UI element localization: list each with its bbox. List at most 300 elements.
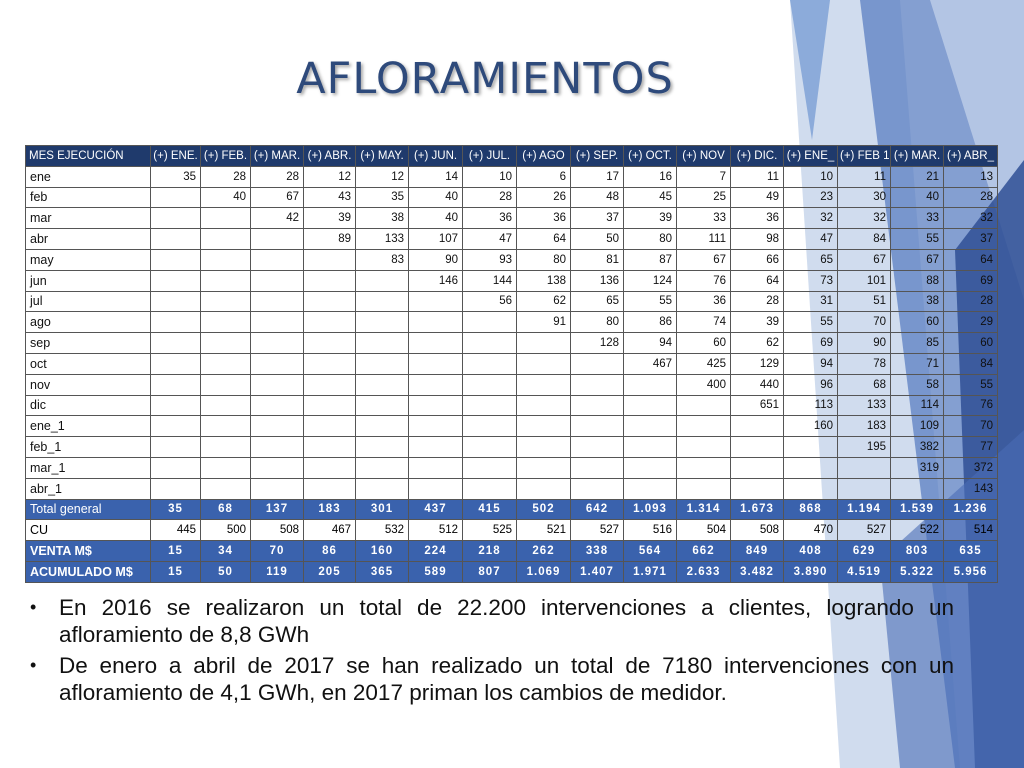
table-cell [251, 395, 304, 416]
table-cell [571, 437, 624, 458]
table-cell [838, 478, 891, 499]
table-cell: 10 [784, 166, 838, 187]
table-cell [304, 312, 356, 333]
table-cell [409, 478, 463, 499]
table-cell: 28 [251, 166, 304, 187]
table-cell [463, 416, 517, 437]
table-cell: 1.194 [838, 499, 891, 520]
table-cell [624, 416, 677, 437]
row-label: ago [26, 312, 151, 333]
table-cell [251, 416, 304, 437]
table-cell: 382 [891, 437, 944, 458]
table-cell: 65 [571, 291, 624, 312]
row-label: ene [26, 166, 151, 187]
table-cell: 365 [356, 561, 409, 582]
table-cell [251, 270, 304, 291]
table-cell: 68 [201, 499, 251, 520]
table-cell: 48 [571, 187, 624, 208]
table-cell [571, 457, 624, 478]
table-cell [356, 457, 409, 478]
row-label: ene_1 [26, 416, 151, 437]
table-cell [517, 395, 571, 416]
table-cell: 437 [409, 499, 463, 520]
table-cell: 40 [409, 208, 463, 229]
table-cell [304, 270, 356, 291]
table-cell: 160 [784, 416, 838, 437]
table-cell [838, 457, 891, 478]
table-cell: 87 [624, 249, 677, 270]
table-cell: 28 [944, 291, 998, 312]
table-cell: 40 [201, 187, 251, 208]
table-cell: 33 [677, 208, 731, 229]
table-cell: 30 [838, 187, 891, 208]
table-cell: 69 [944, 270, 998, 291]
table-cell: 28 [944, 187, 998, 208]
table-cell: 205 [304, 561, 356, 582]
table-row [26, 312, 998, 333]
table-cell: 34 [201, 541, 251, 562]
table-cell: 66 [731, 249, 784, 270]
table-cell: 338 [571, 541, 624, 562]
table-cell: 25 [677, 187, 731, 208]
table-cell: 1.069 [517, 561, 571, 582]
table-cell: 12 [304, 166, 356, 187]
table-cell: 45 [624, 187, 677, 208]
table-cell [151, 333, 201, 354]
table-cell: 508 [731, 520, 784, 541]
table-cell: 319 [891, 457, 944, 478]
table-cell: 224 [409, 541, 463, 562]
table-cell: 512 [409, 520, 463, 541]
table-cell [409, 312, 463, 333]
table-cell: 12 [356, 166, 409, 187]
table-cell: 55 [944, 374, 998, 395]
table-cell: 38 [356, 208, 409, 229]
acumulado-row [26, 561, 998, 582]
table-cell: 84 [838, 229, 891, 250]
table-cell [151, 208, 201, 229]
table-cell [463, 437, 517, 458]
table-cell [677, 416, 731, 437]
table-cell: 114 [891, 395, 944, 416]
row-label: feb_1 [26, 437, 151, 458]
table-cell: 68 [838, 374, 891, 395]
table-cell [151, 270, 201, 291]
table-cell: 662 [677, 541, 731, 562]
table-row [26, 249, 998, 270]
table-cell [463, 457, 517, 478]
table-cell [201, 374, 251, 395]
table-cell: 138 [517, 270, 571, 291]
table-cell: 51 [838, 291, 891, 312]
table-cell: 440 [731, 374, 784, 395]
table-row [26, 437, 998, 458]
table-cell [463, 395, 517, 416]
table-cell: 29 [944, 312, 998, 333]
table-cell: 136 [571, 270, 624, 291]
table-cell: 64 [944, 249, 998, 270]
table-cell: 36 [677, 291, 731, 312]
header-cell: (+) JUL. [463, 146, 517, 167]
table-cell: 28 [201, 166, 251, 187]
table-cell: 146 [409, 270, 463, 291]
table-cell [251, 249, 304, 270]
table-cell: 2.633 [677, 561, 731, 582]
table-cell: 38 [891, 291, 944, 312]
bullet-text: En 2016 se realizaron un total de 22.200 intervenciones a clientes, logrando un afloramiento de 8,8 GWh [59, 595, 954, 647]
table-cell: 28 [463, 187, 517, 208]
table-cell: 39 [304, 208, 356, 229]
header-cell: (+) MAR. [891, 146, 944, 167]
table-cell: 36 [463, 208, 517, 229]
table-cell [151, 478, 201, 499]
table-cell [304, 395, 356, 416]
table-cell [304, 457, 356, 478]
table-cell: 96 [784, 374, 838, 395]
table-cell: 73 [784, 270, 838, 291]
table-cell: 40 [409, 187, 463, 208]
afloramientos-table [25, 145, 998, 583]
table-cell: 70 [944, 416, 998, 437]
table-cell [517, 457, 571, 478]
table-cell: 532 [356, 520, 409, 541]
table-cell: 49 [731, 187, 784, 208]
table-cell [356, 416, 409, 437]
table-cell: 31 [784, 291, 838, 312]
table-row [26, 416, 998, 437]
table-cell: 7 [677, 166, 731, 187]
table-cell [784, 437, 838, 458]
table-cell: 119 [251, 561, 304, 582]
table-cell [624, 478, 677, 499]
table-cell: 3.482 [731, 561, 784, 582]
table-cell: 400 [677, 374, 731, 395]
row-label: may [26, 249, 151, 270]
table-cell: 91 [517, 312, 571, 333]
table-cell [201, 229, 251, 250]
table-cell [571, 395, 624, 416]
table-cell: 32 [784, 208, 838, 229]
table-cell [731, 416, 784, 437]
table-cell: 47 [463, 229, 517, 250]
table-cell: 58 [891, 374, 944, 395]
table-cell: 183 [304, 499, 356, 520]
table-cell [517, 437, 571, 458]
slide-title: AFLORAMIENTOS [296, 54, 674, 104]
table-cell: 425 [677, 353, 731, 374]
row-label: abr_1 [26, 478, 151, 499]
table-row [26, 291, 998, 312]
total-general-row [26, 499, 998, 520]
table-cell: 35 [151, 499, 201, 520]
table-cell [151, 353, 201, 374]
table-cell: 90 [409, 249, 463, 270]
table-row [26, 333, 998, 354]
header-cell: (+) DIC. [731, 146, 784, 167]
table-row [26, 208, 998, 229]
table-cell [571, 416, 624, 437]
table-cell: 50 [571, 229, 624, 250]
table-row [26, 353, 998, 374]
table-cell [201, 437, 251, 458]
table-cell [151, 395, 201, 416]
table-body [26, 146, 998, 583]
table-cell: 62 [517, 291, 571, 312]
table-cell: 467 [304, 520, 356, 541]
table-cell: 37 [944, 229, 998, 250]
table-header-row [26, 146, 998, 167]
bullet-item [30, 652, 954, 706]
table-cell [624, 437, 677, 458]
table-cell [251, 291, 304, 312]
table-row [26, 374, 998, 395]
table-cell [409, 374, 463, 395]
table-cell: 504 [677, 520, 731, 541]
table-cell: 6 [517, 166, 571, 187]
table-cell: 67 [677, 249, 731, 270]
table-cell [304, 333, 356, 354]
table-cell: 109 [891, 416, 944, 437]
table-row [26, 166, 998, 187]
table-cell [151, 312, 201, 333]
table-cell: 508 [251, 520, 304, 541]
table-cell: 42 [251, 208, 304, 229]
table-cell: 651 [731, 395, 784, 416]
table-cell: 37 [571, 208, 624, 229]
table-cell [517, 478, 571, 499]
table-cell: 527 [838, 520, 891, 541]
table-cell: 415 [463, 499, 517, 520]
table-cell [571, 374, 624, 395]
table-cell [251, 437, 304, 458]
table-cell: 17 [571, 166, 624, 187]
table-cell [409, 416, 463, 437]
table-cell: 83 [356, 249, 409, 270]
table-cell [624, 457, 677, 478]
table-cell: 137 [251, 499, 304, 520]
table-cell [409, 333, 463, 354]
row-label: VENTA M$ [26, 541, 151, 562]
table-cell: 60 [891, 312, 944, 333]
bullet-item [30, 594, 954, 648]
table-row [26, 478, 998, 499]
table-cell: 85 [891, 333, 944, 354]
table-cell [784, 478, 838, 499]
header-cell: (+) AGO [517, 146, 571, 167]
header-cell: (+) SEP. [571, 146, 624, 167]
table-cell: 803 [891, 541, 944, 562]
table-cell: 128 [571, 333, 624, 354]
row-label: ACUMULADO M$ [26, 561, 151, 582]
table-cell: 55 [784, 312, 838, 333]
table-cell [677, 457, 731, 478]
table-cell [251, 229, 304, 250]
table-cell: 64 [731, 270, 784, 291]
table-cell: 372 [944, 457, 998, 478]
table-cell: 55 [624, 291, 677, 312]
table-cell: 113 [784, 395, 838, 416]
table-cell: 143 [944, 478, 998, 499]
table-cell: 26 [517, 187, 571, 208]
header-cell: (+) ABR. [304, 146, 356, 167]
table-cell [463, 312, 517, 333]
table-cell: 14 [409, 166, 463, 187]
table-cell: 74 [677, 312, 731, 333]
table-cell [356, 312, 409, 333]
table-cell: 36 [517, 208, 571, 229]
table-cell [731, 478, 784, 499]
row-label: CU [26, 520, 151, 541]
table-cell: 1.236 [944, 499, 998, 520]
table-cell [201, 353, 251, 374]
row-label: feb [26, 187, 151, 208]
table-cell [201, 333, 251, 354]
table-cell [201, 457, 251, 478]
table-cell: 86 [624, 312, 677, 333]
header-cell-mes: MES EJECUCIÓN [26, 146, 151, 167]
table-cell [463, 374, 517, 395]
table-cell [731, 457, 784, 478]
table-cell: 1.539 [891, 499, 944, 520]
table-cell: 195 [838, 437, 891, 458]
table-cell: 218 [463, 541, 517, 562]
table-cell: 11 [838, 166, 891, 187]
table-cell: 124 [624, 270, 677, 291]
table-cell: 62 [731, 333, 784, 354]
table-cell: 94 [784, 353, 838, 374]
table-cell: 514 [944, 520, 998, 541]
table-cell [304, 353, 356, 374]
table-cell [677, 395, 731, 416]
table-cell [151, 229, 201, 250]
table-cell [356, 353, 409, 374]
table-cell: 642 [571, 499, 624, 520]
table-cell: 522 [891, 520, 944, 541]
table-cell: 3.890 [784, 561, 838, 582]
table-cell [571, 478, 624, 499]
row-label: sep [26, 333, 151, 354]
header-cell: (+) NOV [677, 146, 731, 167]
bullet-dot-icon: • [30, 597, 37, 617]
table-cell: 60 [677, 333, 731, 354]
table-cell [201, 270, 251, 291]
table-cell: 527 [571, 520, 624, 541]
table-cell: 516 [624, 520, 677, 541]
table-cell: 470 [784, 520, 838, 541]
table-cell: 107 [409, 229, 463, 250]
table-cell: 160 [356, 541, 409, 562]
bullet-list [30, 594, 954, 710]
table-cell [517, 333, 571, 354]
table-cell: 129 [731, 353, 784, 374]
table-cell: 71 [891, 353, 944, 374]
table-cell [891, 478, 944, 499]
table-cell [201, 416, 251, 437]
table-cell: 70 [251, 541, 304, 562]
table-cell [304, 249, 356, 270]
table-cell: 15 [151, 541, 201, 562]
table-cell: 408 [784, 541, 838, 562]
bullet-text: De enero a abril de 2017 se han realizado un total de 7180 intervenciones con un afloramiento de 4,1 GWh, en 2017 priman los cambios de medidor. [59, 653, 954, 705]
table-cell [463, 478, 517, 499]
table-cell: 76 [677, 270, 731, 291]
table-cell: 28 [731, 291, 784, 312]
table-cell [677, 478, 731, 499]
table-cell [201, 249, 251, 270]
table-cell: 33 [891, 208, 944, 229]
table-cell: 1.407 [571, 561, 624, 582]
table-cell: 502 [517, 499, 571, 520]
venta-row [26, 541, 998, 562]
table-cell [201, 395, 251, 416]
table-cell [356, 478, 409, 499]
table-cell: 445 [151, 520, 201, 541]
table-cell [571, 353, 624, 374]
table-cell [356, 395, 409, 416]
table-cell: 80 [517, 249, 571, 270]
header-cell: (+) ENE_ [784, 146, 838, 167]
table-cell: 64 [517, 229, 571, 250]
table-cell: 133 [838, 395, 891, 416]
table-cell: 43 [304, 187, 356, 208]
table-cell: 1.314 [677, 499, 731, 520]
table-cell: 868 [784, 499, 838, 520]
table-cell [356, 291, 409, 312]
table-cell: 807 [463, 561, 517, 582]
table-cell: 86 [304, 541, 356, 562]
bullet-dot-icon: • [30, 655, 37, 675]
table-cell [463, 333, 517, 354]
table-cell: 65 [784, 249, 838, 270]
table-cell: 467 [624, 353, 677, 374]
table-cell: 262 [517, 541, 571, 562]
table-cell [356, 437, 409, 458]
table-cell: 1.093 [624, 499, 677, 520]
table-cell: 88 [891, 270, 944, 291]
table-cell: 16 [624, 166, 677, 187]
header-cell: (+) JUN. [409, 146, 463, 167]
table-row [26, 229, 998, 250]
table-cell [463, 353, 517, 374]
table-cell: 101 [838, 270, 891, 291]
table-cell: 11 [731, 166, 784, 187]
table-cell: 39 [624, 208, 677, 229]
row-label: nov [26, 374, 151, 395]
header-cell: (+) ABR_ [944, 146, 998, 167]
table-cell: 5.956 [944, 561, 998, 582]
table-cell: 564 [624, 541, 677, 562]
table-cell [151, 374, 201, 395]
table-cell [151, 416, 201, 437]
table-cell: 40 [891, 187, 944, 208]
table-cell: 521 [517, 520, 571, 541]
table-cell: 635 [944, 541, 998, 562]
table-cell: 23 [784, 187, 838, 208]
table-cell [201, 208, 251, 229]
table-row [26, 395, 998, 416]
table-cell [517, 416, 571, 437]
table-cell: 21 [891, 166, 944, 187]
table-cell [251, 353, 304, 374]
table-cell: 144 [463, 270, 517, 291]
table-cell: 629 [838, 541, 891, 562]
table-cell: 10 [463, 166, 517, 187]
table-cell: 78 [838, 353, 891, 374]
table-cell [517, 374, 571, 395]
header-cell: (+) FEB 1 [838, 146, 891, 167]
table-cell [517, 353, 571, 374]
row-label: jul [26, 291, 151, 312]
